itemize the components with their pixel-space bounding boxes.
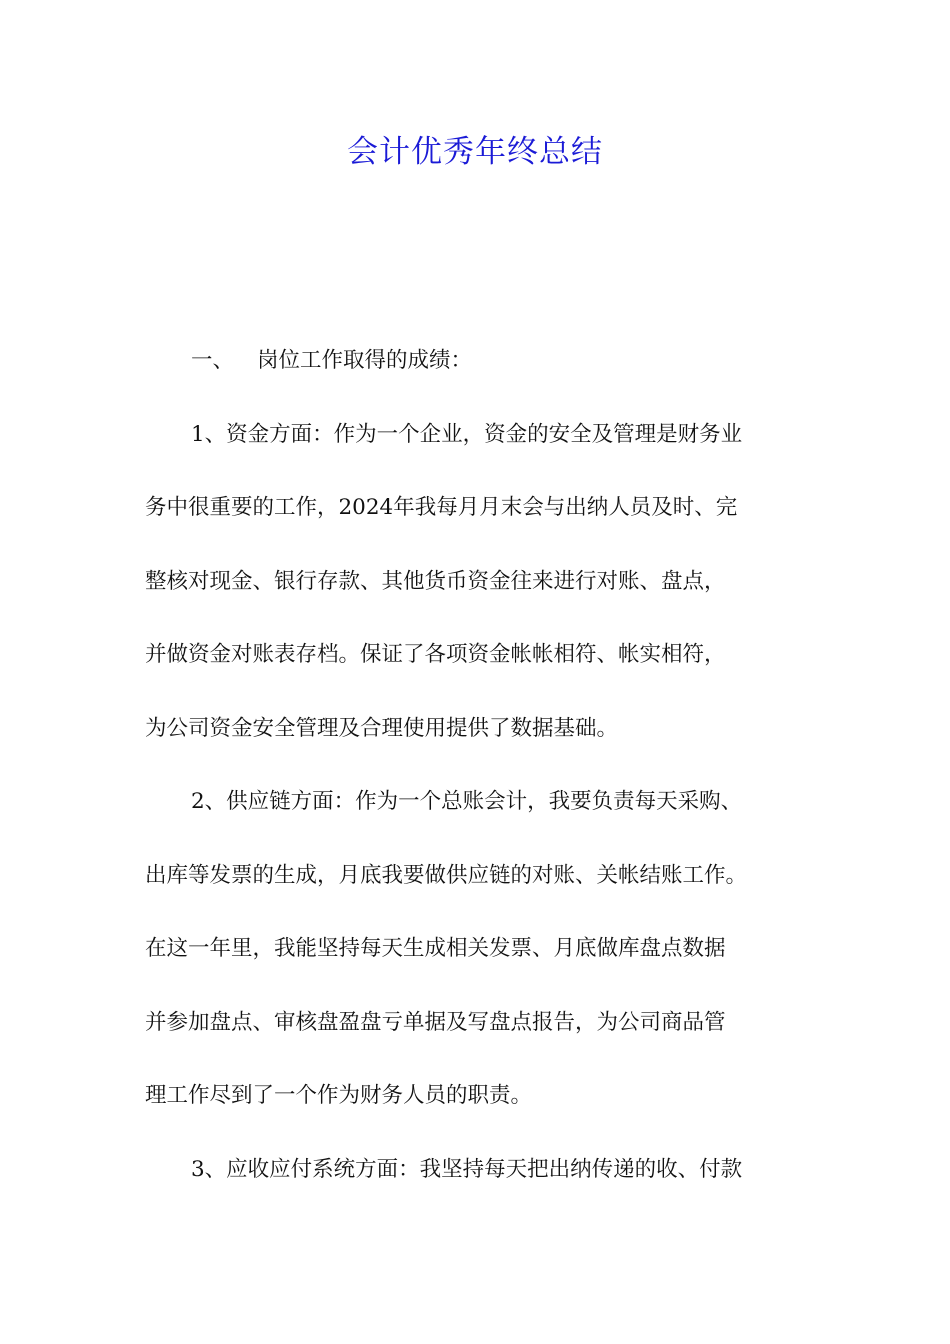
section-number: 一、 — [191, 348, 235, 373]
paragraph-line: 1、资金方面：作为一个企业，资金的安全及管理是财务业 — [191, 421, 743, 447]
paragraph-line: 出库等发票的生成，月底我要做供应链的对账、关帐结账工作。 — [145, 862, 748, 888]
document-body — [145, 338, 825, 1220]
section-heading — [145, 338, 825, 412]
paragraph-line: 整核对现金、银行存款、其他货币资金往来进行对账、盘点， — [145, 568, 726, 594]
paragraph-line: 为公司资金安全管理及合理使用提供了数据基础。 — [145, 715, 619, 741]
paragraph-line: 3、应收应付系统方面：我坚持每天把出纳传递的收、付款 — [191, 1156, 743, 1182]
section-heading-text: 岗位工作取得的成绩： — [257, 348, 473, 373]
paragraph-line: 并参加盘点、审核盘盈盘亏单据及写盘点报告，为公司商品管 — [145, 1009, 726, 1035]
paragraph-line: 务中很重要的工作，2024年我每月月末会与出纳人员及时、完 — [145, 495, 738, 520]
paragraph-line: 2、供应链方面：作为一个总账会计，我要负责每天采购、 — [191, 789, 743, 814]
document-title: 会计优秀年终总结 — [347, 134, 603, 170]
paragraph-line: 并做资金对账表存档。保证了各项资金帐帐相符、帐实相符， — [145, 642, 726, 667]
paragraph-line: 在这一年里，我能坚持每天生成相关发票、月底做库盘点数据 — [145, 936, 726, 961]
paragraph-line: 理工作尽到了一个作为财务人员的职责。 — [145, 1083, 533, 1108]
